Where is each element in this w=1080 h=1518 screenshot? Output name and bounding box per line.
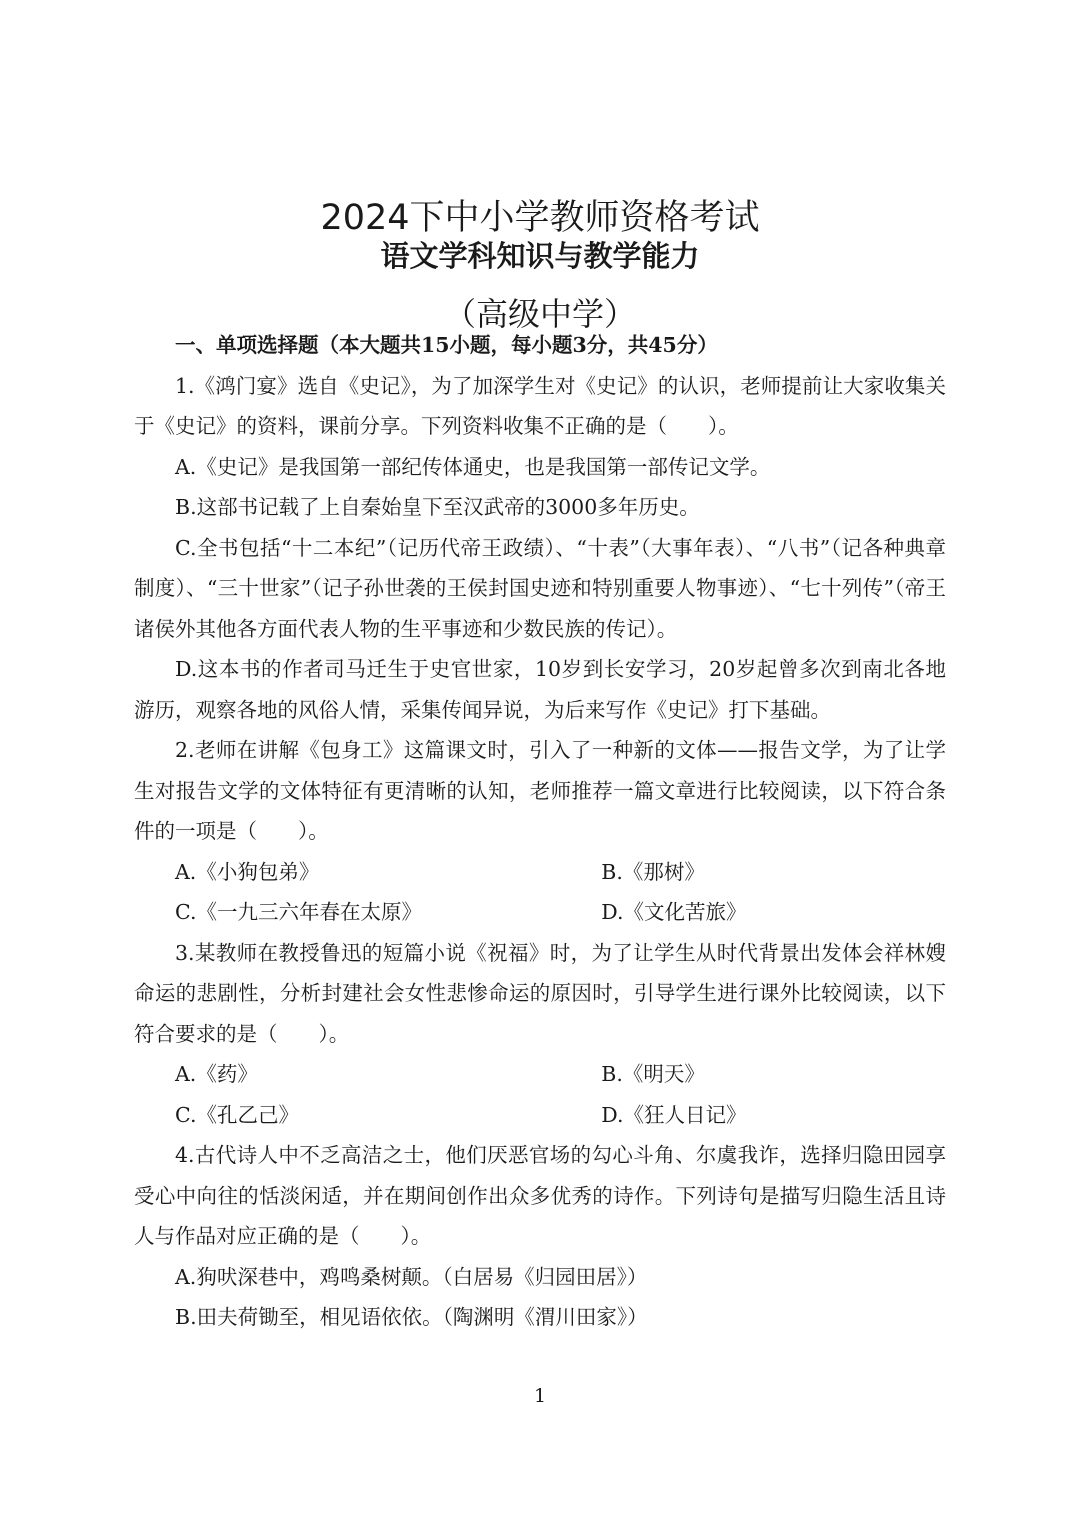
question-3 <box>134 933 946 1136</box>
option-b: B.《明天》 <box>601 1062 705 1086</box>
option-d: D.《狂人日记》 <box>601 1102 747 1127</box>
question-2 <box>134 730 946 933</box>
option-b: B.《那树》 <box>601 859 705 884</box>
option-d: D.这本书的作者司马迁生于史官世家，10岁到长安学习，20岁起曾多次到南北各地游历，观察各地的风俗人情，采集传闻异说，为后来写作《史记》打下基础。 <box>134 657 946 722</box>
option-row <box>134 892 946 933</box>
option-c: C.《一九三六年春在太原》 <box>175 900 422 924</box>
option-c: C.《孔乙己》 <box>175 1102 299 1127</box>
option-a: A.《药》 <box>175 1062 258 1086</box>
exam-subtitle: 语文学科知识与教学能力 <box>380 239 700 273</box>
section-heading: 一、单项选择题（本大题共15小题，每小题3分，共45分） <box>175 333 718 357</box>
question-4 <box>134 1135 946 1338</box>
question-1 <box>134 366 946 731</box>
option-row <box>134 1095 946 1136</box>
option-a: A.《史记》是我国第一部纪传体通史，也是我国第一部传记文学。 <box>175 454 771 479</box>
exam-body <box>134 325 946 1338</box>
page-number: 1 <box>533 1385 547 1407</box>
option-d: D.《文化苦旅》 <box>601 900 747 924</box>
exam-level: （高级中学） <box>443 295 636 333</box>
option-row <box>134 852 946 893</box>
question-stem: 4.古代诗人中不乏高洁之士，他们厌恶官场的勾心斗角、尔虞我诈，选择归隐田园享受心中向往的恬淡闲适，并在期间创作出众多优秀的诗作。下列诗句是描写归隐生活且诗人与作品对应正确的是（ ）。 <box>134 1143 946 1248</box>
option-b: B.这部书记载了上自秦始皇下至汉武帝的3000多年历史。 <box>175 495 700 519</box>
option-b: B.田夫荷锄至，相见语依依。（陶渊明《渭川田家》） <box>175 1305 648 1329</box>
option-c: C.全书包括“十二本纪”（记历代帝王政绩）、“十表”（大事年表）、“八书”（记各种典章制度）、“三十世家”（记子孙世袭的王侯封国史迹和特别重要人物事迹）、“七十列传”（帝王诸侯外其他各方面代表人物的生平事迹和少数民族的传记）。 <box>134 535 946 641</box>
question-stem: 2.老师在讲解《包身工》这篇课文时，引入了一种新的文体——报告文学，为了让学生对报告文学的文体特征有更清晰的认知，老师推荐一篇文章进行比较阅读，以下符合条件的一项是（ ）。 <box>134 738 946 843</box>
exam-title: 2024下中小学教师资格考试 <box>320 198 760 238</box>
question-stem: 1.《鸿门宴》选自《史记》，为了加深学生对《史记》的认识，老师提前让大家收集关于《史记》的资料，课前分享。下列资料收集不正确的是（ ）。 <box>134 373 946 438</box>
question-stem: 3.某教师在教授鲁迅的短篇小说《祝福》时，为了让学生从时代背景出发体会祥林嫂命运的悲剧性，分析封建社会女性悲惨命运的原因时，引导学生进行课外比较阅读，以下符合要求的是（ ）。 <box>134 940 946 1046</box>
option-a: A.《小狗包弟》 <box>175 859 320 884</box>
option-a: A.狗吠深巷中，鸡鸣桑树颠。（白居易《归园田居》） <box>175 1264 648 1289</box>
option-row <box>134 1054 946 1095</box>
